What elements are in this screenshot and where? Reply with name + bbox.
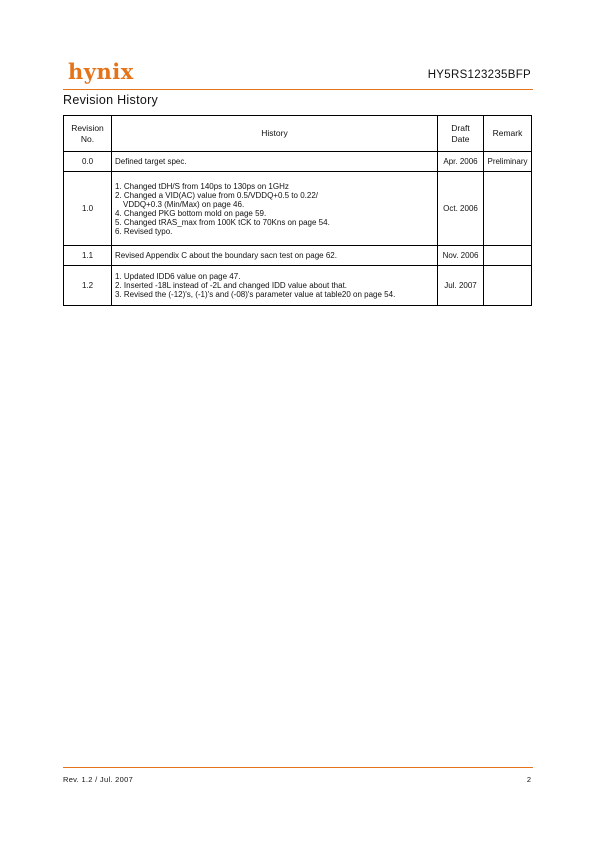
column-header-date bbox=[438, 116, 484, 152]
history-cell bbox=[112, 172, 438, 246]
column-header-revision bbox=[64, 116, 112, 152]
page-number: 2 bbox=[526, 775, 531, 784]
draft-date: Oct. 2006 bbox=[438, 172, 484, 246]
revision-history-table bbox=[63, 115, 532, 306]
column-header-date-label: Draft Date bbox=[451, 123, 470, 144]
column-header-remark: Remark bbox=[484, 116, 532, 152]
remark bbox=[484, 266, 532, 306]
history-line: 4. Changed PKG bottom mold on page 59. bbox=[115, 208, 267, 218]
history-line: 1. Updated IDD6 value on page 47. bbox=[115, 272, 241, 281]
table-row bbox=[64, 172, 532, 246]
remark bbox=[484, 172, 532, 246]
history-line: 1. Changed tDH/S from 140ps to 130ps on 1GHz bbox=[115, 181, 289, 191]
history-cell bbox=[112, 152, 438, 172]
revision-number: 1.2 bbox=[64, 266, 112, 306]
header-divider bbox=[63, 89, 533, 90]
revision-number: 1.1 bbox=[64, 246, 112, 266]
history-cell bbox=[112, 266, 438, 306]
remark bbox=[484, 246, 532, 266]
history-cell bbox=[112, 246, 438, 266]
column-header-revision-label: Revision No. bbox=[71, 123, 104, 144]
footer-revision: Rev. 1.2 / Jul. 2007 bbox=[63, 775, 134, 784]
table-row bbox=[64, 152, 532, 172]
column-header-history: History bbox=[112, 116, 438, 152]
history-line: 2. Changed a VID(AC) value from 0.5/VDDQ+0.5 to 0.22/ bbox=[115, 190, 318, 200]
part-number: HY5RS123235BFP bbox=[427, 69, 531, 81]
hynix-logo: hynix bbox=[68, 59, 134, 84]
history-line: VDDQ+0.3 (Min/Max) on page 46. bbox=[123, 199, 245, 209]
remark: Preliminary bbox=[484, 152, 532, 172]
section-title: Revision History bbox=[63, 93, 159, 107]
history-line: 3. Revised the (-12)'s, (-1)'s and (-08)'s parameter value at table20 on page 54. bbox=[115, 290, 396, 299]
history-line: Revised Appendix C about the boundary sacn test on page 62. bbox=[115, 251, 337, 260]
history-line: 2. Inserted -18L instead of -2L and changed IDD value about that. bbox=[115, 281, 348, 290]
draft-date: Apr. 2006 bbox=[438, 152, 484, 172]
revision-number: 1.0 bbox=[64, 172, 112, 246]
footer-divider bbox=[63, 767, 533, 768]
history-line: 5. Changed tRAS_max from 100K tCK to 70Kns on page 54. bbox=[115, 217, 330, 227]
revision-number: 0.0 bbox=[64, 152, 112, 172]
table-row bbox=[64, 266, 532, 306]
table-header-row bbox=[64, 116, 532, 152]
table-row bbox=[64, 246, 532, 266]
draft-date: Nov. 2006 bbox=[438, 246, 484, 266]
history-line: 6. Revised typo. bbox=[115, 226, 173, 236]
draft-date: Jul. 2007 bbox=[438, 266, 484, 306]
history-line: Defined target spec. bbox=[115, 157, 187, 166]
